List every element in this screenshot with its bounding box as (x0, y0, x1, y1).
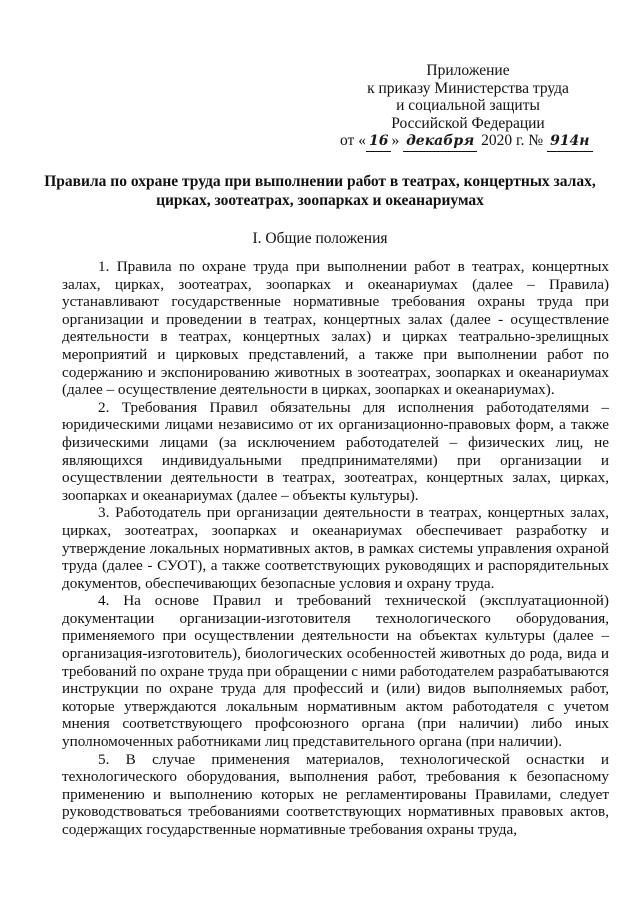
date-prefix: от « (340, 132, 366, 149)
order-date-number (340, 132, 598, 152)
order-ministry-line: к приказу Министерства труда (367, 79, 569, 97)
paragraph-3: 3. Работодатель при организации деятельности в театрах, концертных залах, цирках, зоотеатрах, зоопарках и океанариумах обеспечивает разработку и утверждение локальных нормативных актов, в рамках системы управления охраной труда (далее - СУОТ), а также соответствующих руководящих и распорядительных документов, обеспечивающих безопасные условия и охрану труда. (62, 504, 609, 592)
document-body (62, 258, 609, 839)
section-title: I. Общие положения (252, 230, 388, 247)
handwritten-month: декабря (403, 133, 477, 152)
paragraph-5: 5. В случае применения материалов, технологической оснастки и технологического оборудования, выполнения работ, требования к безопасному применению и выполнению которых не регламентированы Правилами, следует руководствоваться требованиями соответствующих нормативных правовых актов, содержащих государственные нормативные требования охраны труда, (62, 750, 609, 838)
paragraph-2: 2. Требования Правил обязательны для исполнения работодателями – юридическими лицами независимо от их организационно-правовых форм, а также физическими лицами (за исключением работодателей – физических лиц, не являющихся индивидуальными предпринимателями) при организации и осуществлении деятельности в театрах, зоотеатрах, концертных залах, цирках, зоопарках и океанариумах (далее – объекты культуры). (62, 398, 609, 504)
number-label: № (528, 132, 544, 149)
handwritten-order-number: 914н (547, 133, 592, 152)
handwritten-day: 16 (366, 133, 391, 152)
paragraph-1: 1. Правила по охране труда при выполнении работ в театрах, концертных залах, цирках, зоотеатрах, зоопарках и океанариумах (далее – Правила) устанавливают государственные нормативные требования охраны труда при организации и проведении в театрах, концертных залах (далее - осуществление деятельности в театрах, концертных залах) и цирках театрально-зрелищных мероприятий и цирковых представлений, а также при выполнении работ по содержанию и экспонированию животных в зоотеатрах, зоопарках и океанариумах (далее – осуществление деятельности в цирках, зоопарках и океанариумах). (62, 258, 609, 399)
document-title: Правила по охране труда при выполнении работ в театрах, концертных залах, цирках, зоотеатрах, зоопарках и океанариумах (44, 173, 596, 209)
paragraph-4: 4. На основе Правил и требований технической (эксплуатационной) документации организации-изготовителя технологического оборудования, применяемого при осуществлении деятельности на объектах культуры (далее – организация-изготовитель), биологических особенностей животных до рода, вида и требований по охране труда при обращении с ними работодателем разрабатываются инструкции по охране труда для профессий и (или) видов выполняемых работ, которые утверждаются локальным нормативным актом работодателя с учетом мнения соответствующего профсоюзного органа (при наличии) либо иных уполномоченных работниками лиц представительного органа (при наличии). (62, 592, 609, 751)
appendix-header (338, 62, 598, 152)
social-protection-line: и социальной защиты (396, 97, 540, 114)
date-quote-close: » (391, 132, 400, 149)
federation-line: Российской Федерации (391, 114, 545, 132)
order-year: 2020 г. (481, 132, 525, 149)
appendix-label: Приложение (426, 62, 510, 79)
